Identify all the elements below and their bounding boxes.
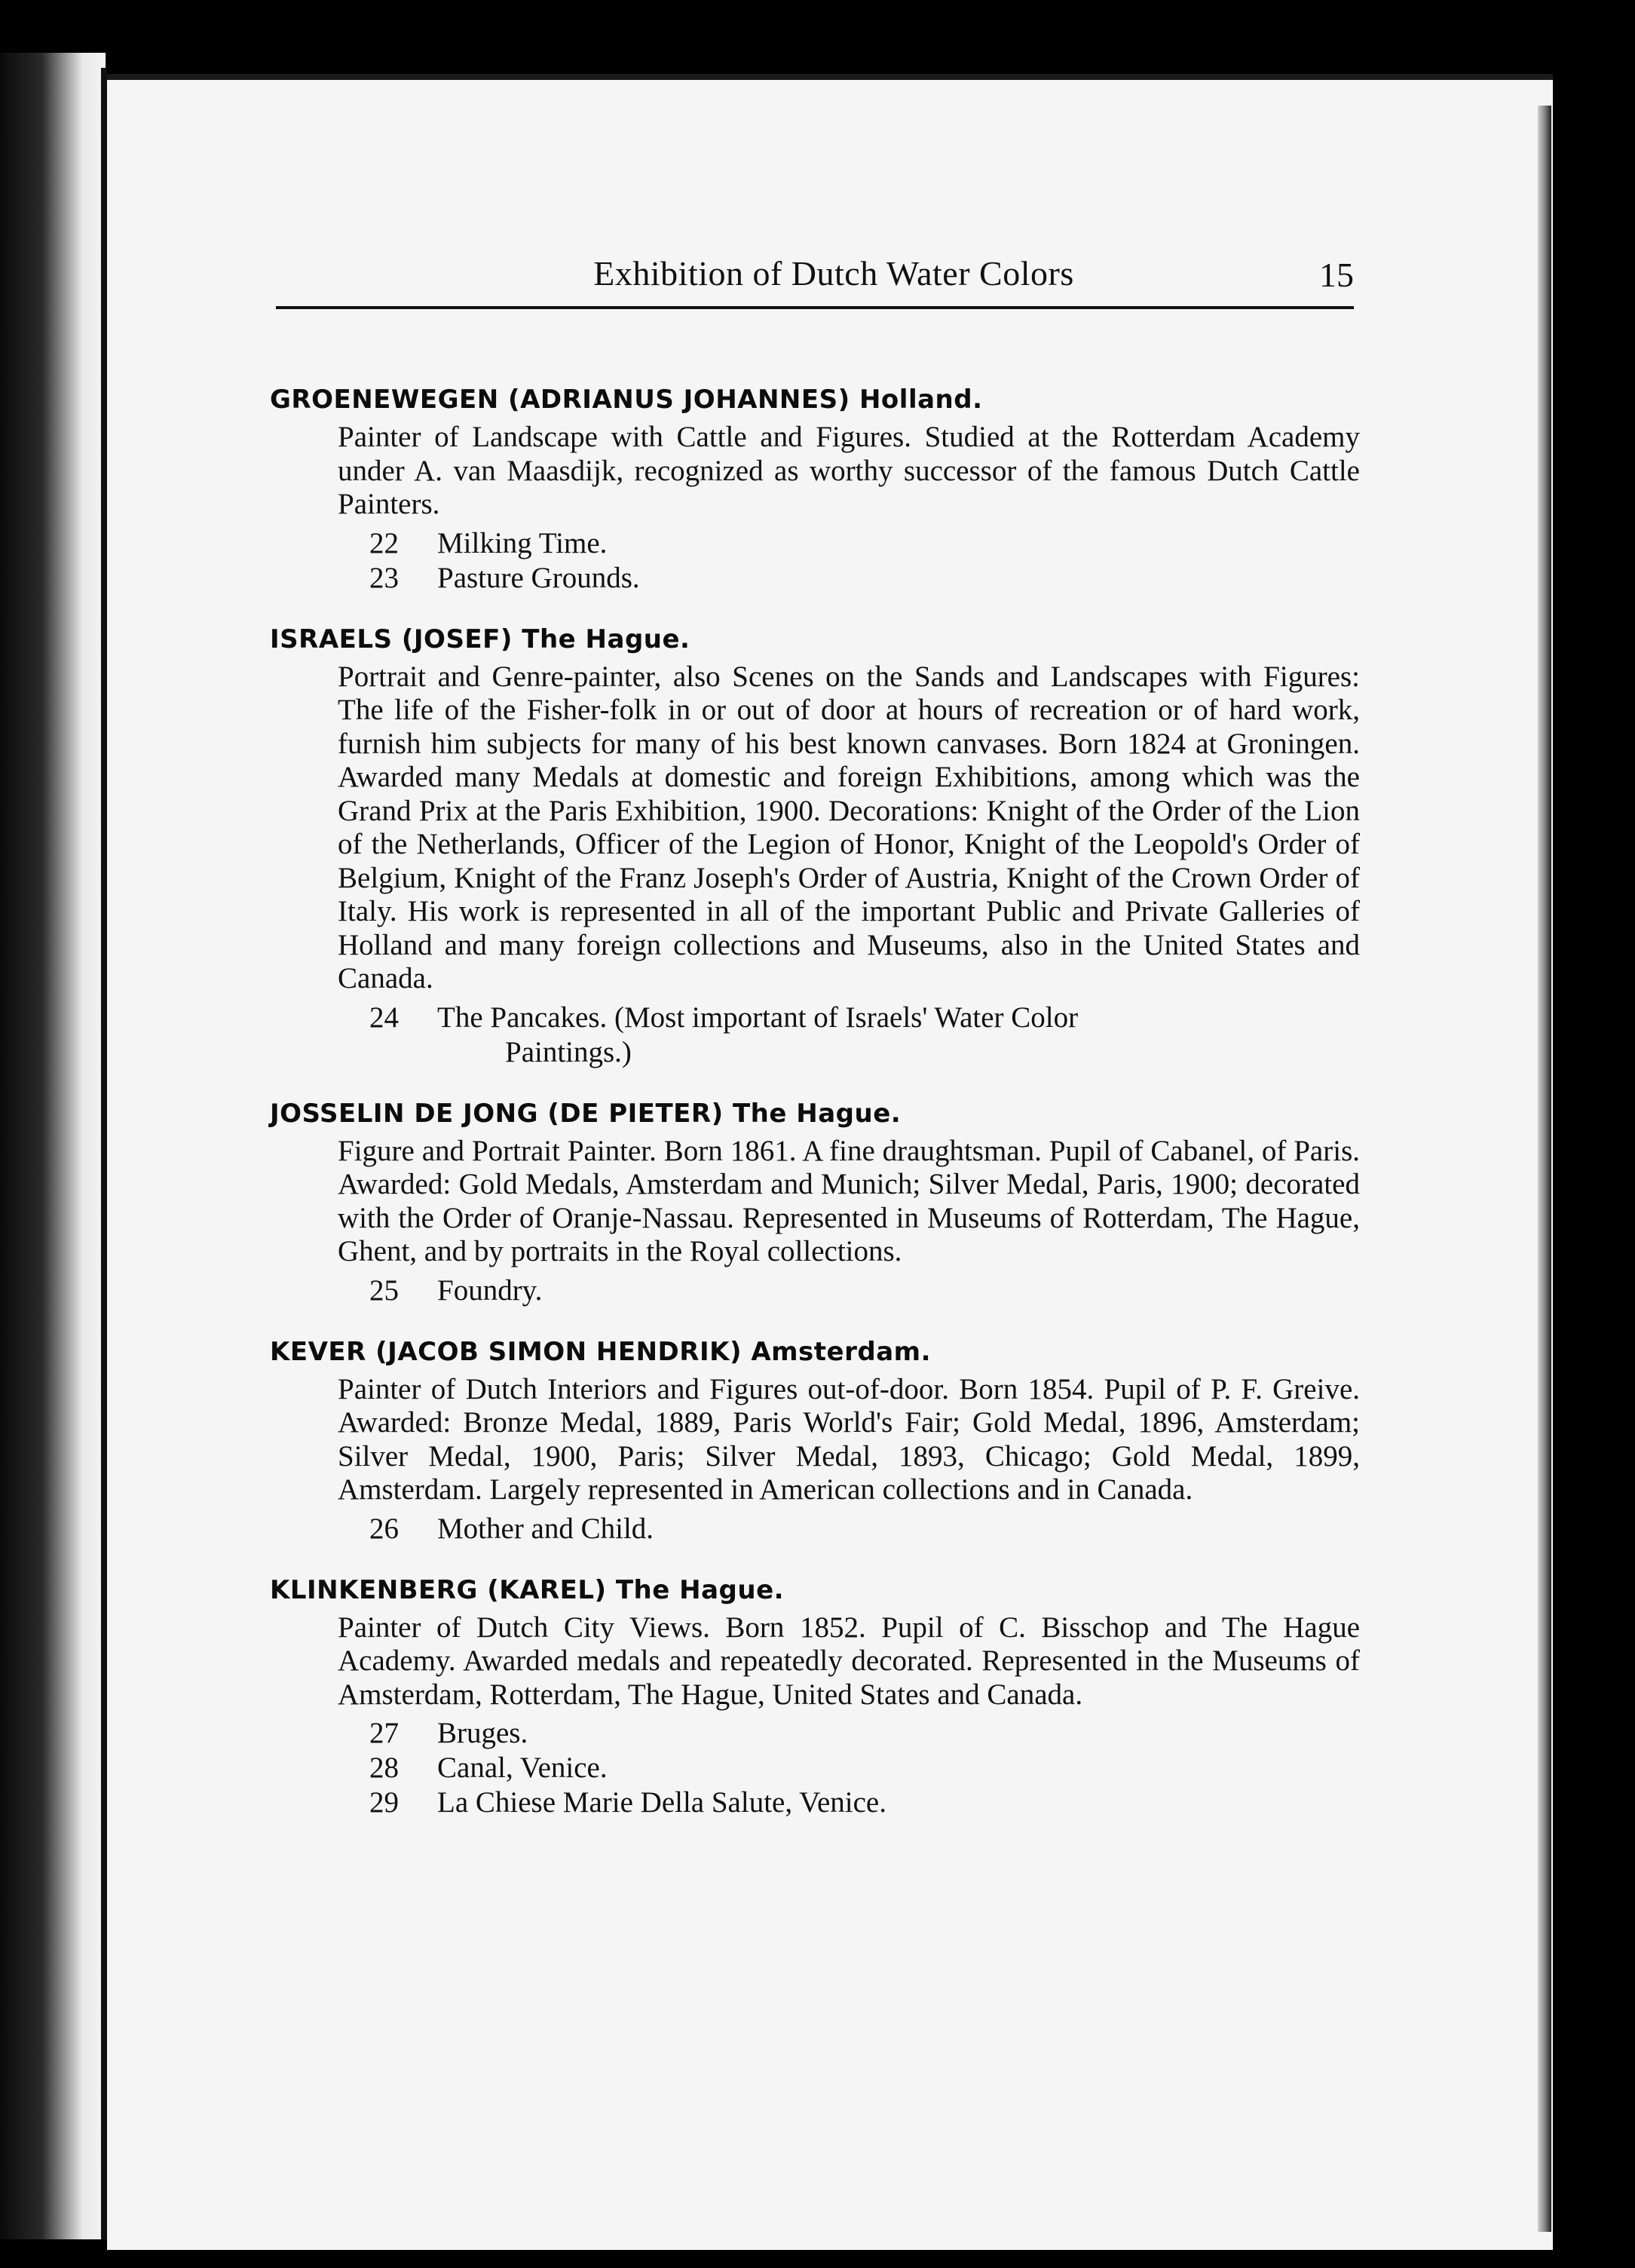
- work-title: Bruges.: [437, 1717, 528, 1749]
- work-item: [369, 1751, 1360, 1785]
- work-title-line: The Pancakes. (Most important of Israels' Water Color: [437, 1001, 1079, 1034]
- work-title: Foundry.: [437, 1273, 543, 1307]
- work-title: La Chiese Marie Della Salute, Venice.: [437, 1786, 886, 1819]
- artist-biography: Painter of Landscape with Cattle and Figures. Studied at the Rotterdam Academy under A. van Maasdijk, recognized as worthy successor of the famous Dutch Cattle Painters.: [338, 421, 1360, 520]
- work-number: 23: [369, 561, 399, 594]
- artist-entry: [270, 1099, 1360, 1308]
- works-list: [369, 1512, 1360, 1546]
- works-list: [369, 1716, 1360, 1820]
- work-item: [369, 561, 1360, 596]
- works-list: [369, 1001, 1360, 1070]
- catalog-entries: [270, 385, 1360, 1849]
- work-title: Mother and Child.: [437, 1512, 654, 1545]
- running-header: [276, 253, 1354, 309]
- artist-heading: ISRAELS (JOSEF) The Hague.: [270, 624, 690, 654]
- works-list: [369, 526, 1360, 596]
- work-title: Milking Time.: [437, 526, 608, 559]
- work-item: [369, 1273, 1360, 1308]
- work-title: Pasture Grounds.: [437, 561, 640, 594]
- page-number: 15: [1319, 256, 1354, 294]
- work-item: [369, 526, 1360, 561]
- work-number: 29: [369, 1786, 399, 1819]
- artist-heading: KEVER (JACOB SIMON HENDRIK) Amsterdam.: [270, 1336, 932, 1367]
- works-list: [369, 1273, 1360, 1308]
- work-title-continuation: Paintings.): [505, 1035, 632, 1068]
- artist-biography: Figure and Portrait Painter. Born 1861. A fine draughtsman. Pupil of Cabanel, of Paris. Awarded: Gold Medals, Amsterdam and Munich; Silver Medal, Paris, 1900; decorated with the Order of Oranje-Nassau. Represented in Museums of Rotterdam, The Hague, Ghent, and by portraits in the Royal collections.: [338, 1134, 1360, 1267]
- artist-entry: [270, 1337, 1360, 1546]
- artist-biography: Painter of Dutch Interiors and Figures out-of-door. Born 1854. Pupil of P. F. Greive. Awarded: Bronze Medal, 1889, Paris World's Fair; Gold Medal, 1896, Amsterdam; Silver Medal, 1900, Paris; Silver Medal, 1893, Chicago; Gold Medal, 1899, Amsterdam. Largely represented in American collections and in Canada.: [338, 1372, 1360, 1506]
- work-number: 26: [369, 1512, 399, 1545]
- work-item: [369, 1716, 1360, 1751]
- work-number: 25: [369, 1273, 399, 1307]
- work-item: [369, 1512, 1360, 1546]
- book-gutter: [101, 68, 107, 2239]
- artist-entry: [270, 624, 1360, 1070]
- work-title: [437, 1001, 1360, 1070]
- artist-heading: KLINKENBERG (KAREL) The Hague.: [270, 1574, 785, 1605]
- artist-heading: JOSSELIN DE JONG (DE PIETER) The Hague.: [270, 1098, 902, 1129]
- work-number: 28: [369, 1752, 399, 1784]
- work-item: [369, 1785, 1360, 1820]
- work-number: 24: [369, 1001, 399, 1034]
- artist-heading: GROENEWEGEN (ADRIANUS JOHANNES) Holland.: [270, 385, 983, 415]
- work-number: 22: [369, 526, 399, 559]
- artist-entry: [270, 1575, 1360, 1821]
- work-number: 27: [369, 1717, 399, 1749]
- artist-entry: [270, 385, 1360, 596]
- running-title: Exhibition of Dutch Water Colors: [593, 254, 1074, 293]
- work-title: Canal, Venice.: [437, 1752, 608, 1784]
- work-item: [369, 1001, 1360, 1070]
- page-right-edge: [1538, 106, 1551, 2232]
- artist-biography: Painter of Dutch City Views. Born 1852. Pupil of C. Bisschop and The Hague Academy. Awarded medals and repeatedly decorated. Represented in the Museums of Amsterdam, Rotterdam, The Hague, United States and Canada.: [338, 1611, 1360, 1711]
- left-page-edge: [0, 53, 106, 2239]
- artist-biography: Portrait and Genre-painter, also Scenes on the Sands and Landscapes with Figures: The life of the Fisher-folk in or out of door at hours of recreation or of hard work, furnish him subjects for many of his best known canvases. Born 1824 at Groningen. Awarded many Medals at domestic and foreign Exhibitions, among which was the Grand Prix at the Paris Exhibition, 1900. Decorations: Knight of the Order of the Lion of the Netherlands, Officer of the Legion of Honor, Knight of the Leopold's Order of Belgium, Knight of the Franz Joseph's Order of Austria, Knight of the Crown Order of Italy. His work is represented in all of the important Public and Private Galleries of Holland and many foreign collections and Museums, also in the United States and Canada.: [338, 660, 1360, 995]
